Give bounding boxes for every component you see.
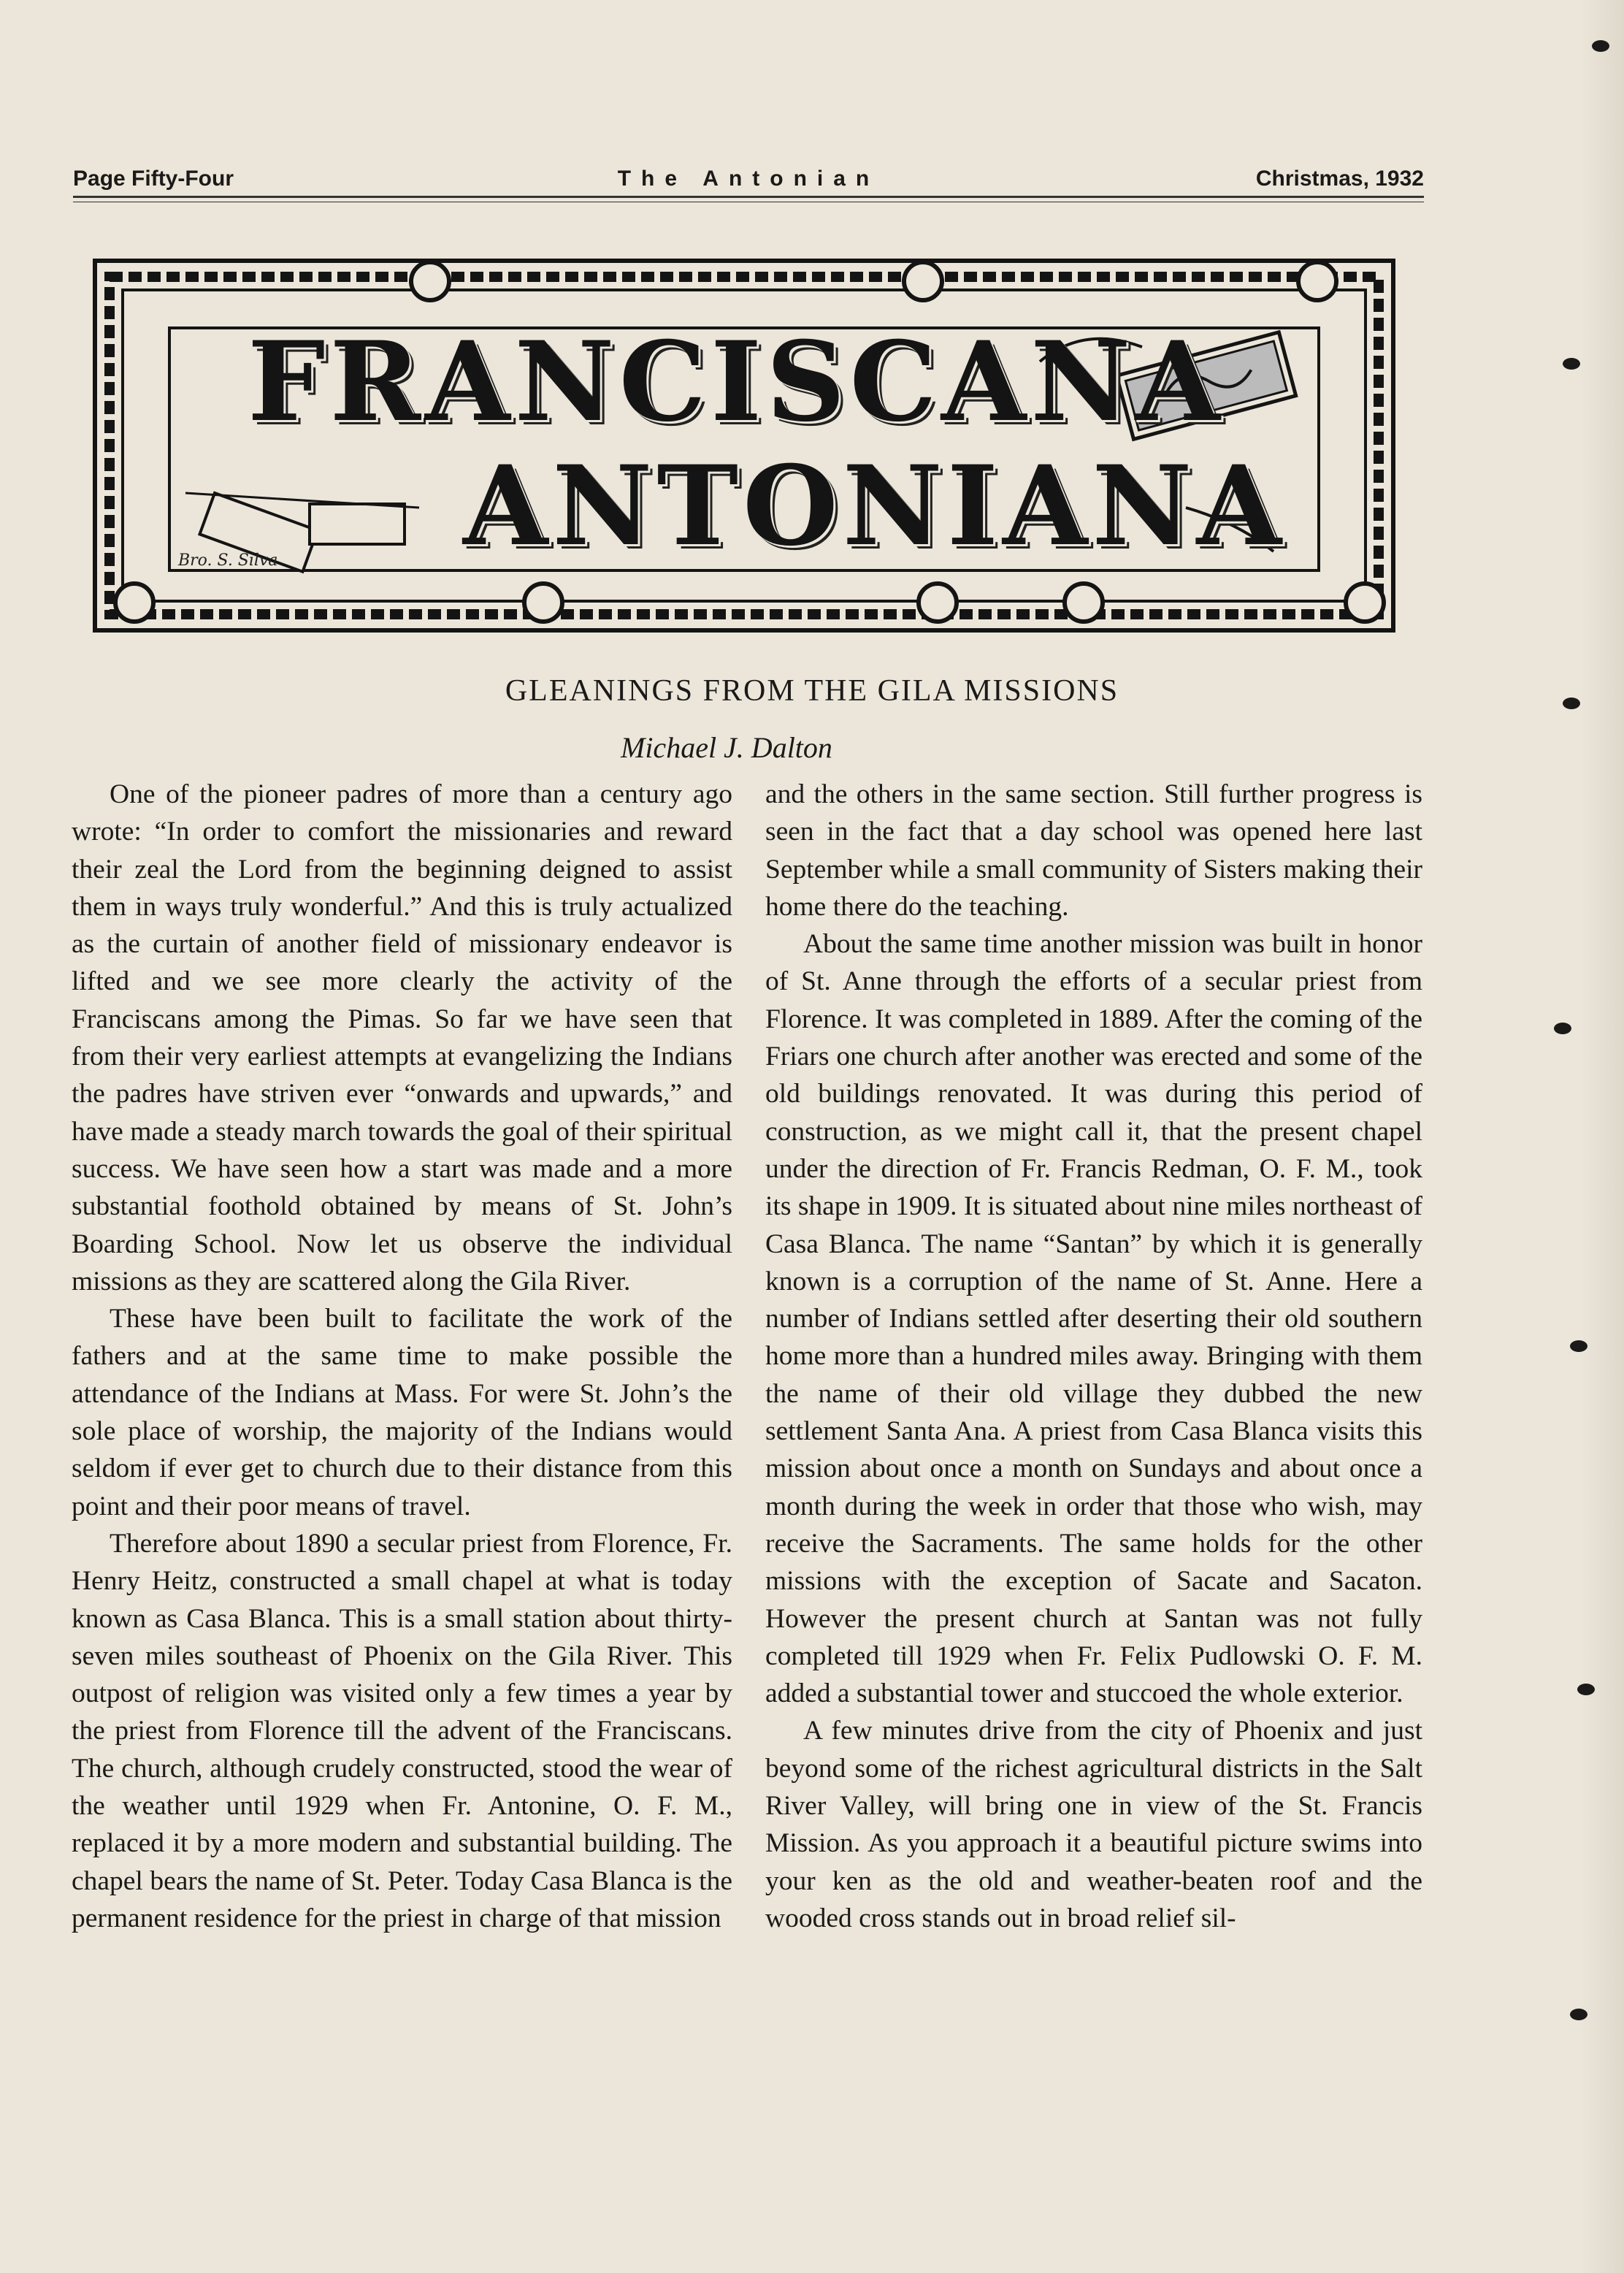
- binding-hole: [1570, 2009, 1587, 2020]
- paragraph: Therefore about 1890 a secular priest from Florence, Fr. Henry Heitz, constructed a small chapel at what is today known as Casa Blanca. This is a small station about thirty-seven miles southeast of Phoenix on the Gila River. This outpost of religion was visited only a few times a year by the priest from Florence till the advent of the Franciscans. The church, although crudely constructed, stood the wear of the weather until 1929 when Fr. Antonine, O. F. M., replaced it by a more modern and substantial building. The chapel bears the name of St. Peter. Today Casa Blanca is the permanent residence for the priest in charge of that mission: [72, 1528, 732, 1933]
- paragraph: One of the pioneer padres of more than a century ago wrote: “In order to comfort the missionaries and reward their zeal the Lord from the beginning deigned to assist them in ways truly wonderful.” And this is truly actualized as the curtain of another field of missionary endeavor is lifted and we see more clearly the activity of the Franciscans among the Pimas. So far we have seen that from their very earliest attempts at evangelizing the Indians the padres have striven ever “onwards and upwards,” and have made a steady march towards the goal of their spiritual success. We have seen how a start was made and a more substantial foothold obtained by means of St. John’s Boarding School. Now let us observe the individual missions as they are scattered along the Gila River.: [72, 779, 732, 1296]
- page-number: Page Fifty-Four: [73, 167, 234, 191]
- binding-hole: [1592, 40, 1609, 52]
- page-edge-shadow: [1580, 0, 1624, 2273]
- binding-hole: [1563, 358, 1580, 370]
- article-column-left: [72, 776, 732, 1937]
- paragraph: These have been built to facilitate the work of the fathers and at the same time to make possible the attendance of the Indians at Mass. For were St. John’s the sole place of worship, the majority of the Indians would seldom if ever get to church due to their distance from this point and their poor means of travel.: [72, 1304, 732, 1521]
- banner-title-line1: FRANCISCANA: [248, 318, 1225, 446]
- decorative-banner: [91, 252, 1398, 639]
- article-title: GLEANINGS FROM THE GILA MISSIONS: [505, 674, 1119, 708]
- binding-hole: [1554, 1023, 1571, 1034]
- issue-date: Christmas, 1932: [1255, 167, 1424, 191]
- paragraph: and the others in the same section. Still further progress is seen in the fact that a day school was opened here last September while a small community of Sisters making their home there do the teaching.: [765, 779, 1422, 922]
- artist-signature: Bro. S. Silva: [178, 551, 278, 570]
- paragraph: About the same time another mission was built in honor of St. Anne through the efforts of a secular priest from Florence. It was completed in 1889. After the coming of the Friars one church after another was erected and some of the old buildings renovated. It was during this period of construction, as we might call it, that the present chapel under the direction of Fr. Francis Redman, O. F. M., took its shape in 1909. It is situated about nine miles northeast of Casa Blanca. The name “Santan” by which it is generally known is a corruption of the name of St. Anne. Here a number of Indians settled after deserting their old southern home more than a hundred miles away. Bringing with them the name of their old village they dubbed the new settlement Santa Ana. A priest from Casa Blanca visits this mission about once a month on Sundays and about once a month during the week in order that those who wish, may receive the Sacraments. The same holds for the other missions with the exception of Sacate and Sacaton. However the present church at Santan was not fully completed till 1929 when Fr. Felix Pudlowski O. F. M. added a substantial tower and stuccoed the whole exterior.: [765, 929, 1422, 1709]
- publication-title: The Antonian: [617, 167, 880, 191]
- article-byline: Michael J. Dalton: [621, 731, 832, 764]
- binding-hole: [1570, 1340, 1587, 1352]
- paragraph: A few minutes drive from the city of Phoenix and just beyond some of the richest agricultural districts in the Salt River Valley, will bring one in view of the St. Francis Mission. As you approach it a beautiful picture swims into your ken as the old and weather-beaten roof and the wooded cross stands out in broad relief sil-: [765, 1716, 1422, 1933]
- binding-hole: [1577, 1684, 1595, 1695]
- article-column-right: [765, 776, 1422, 1937]
- banner-title-line2: ANTONIANA: [463, 442, 1286, 570]
- running-head: [73, 167, 1424, 198]
